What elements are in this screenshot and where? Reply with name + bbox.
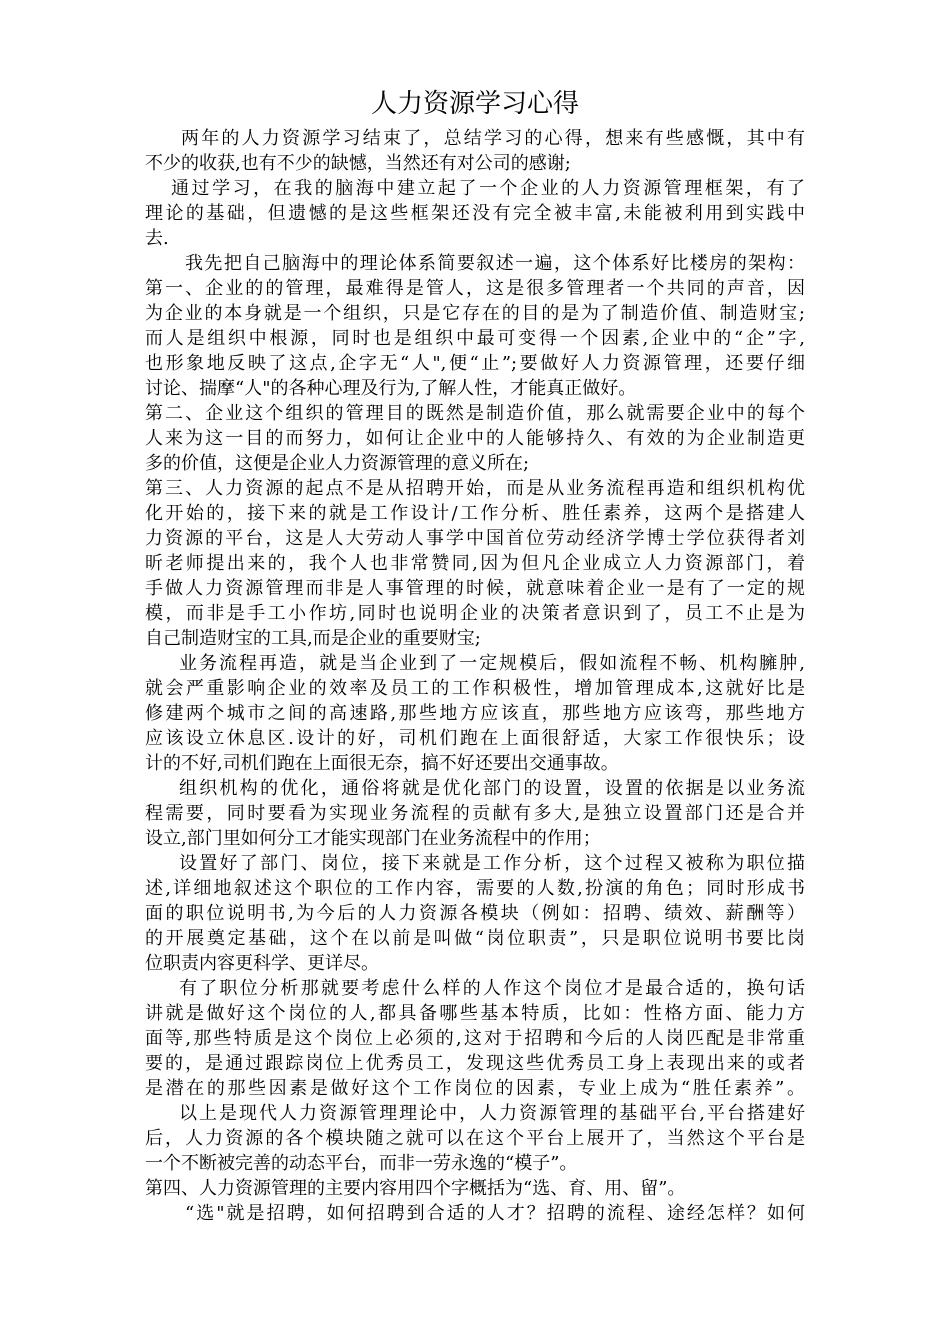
- text-line: 力资源的平台，这是人大劳动人事学中国首位劳动经济学博士学位获得者刘: [145, 528, 805, 549]
- text-line: 就会严重影响企业的效率及员工的工作积极性，增加管理成本,这就好比是: [145, 678, 805, 699]
- text-line: 多的价值，这便是企业人力资源管理的意义所在;: [145, 453, 530, 474]
- text-line: 第二、企业这个组织的管理目的既然是制造价值，那么就需要企业中的每个: [145, 403, 805, 424]
- page-title: 人力资源学习心得: [370, 89, 579, 119]
- text-line: 面等,那些特质是这个岗位上必须的,这对于招聘和今后的人岗匹配是非常重: [145, 1028, 805, 1049]
- text-line: 一个不断被完善的动态平台，而非一劳永逸的“模子”。: [145, 1153, 578, 1174]
- text-line: 也形象地反映了这点,企字无“人",便“止”;要做好人力资源管理，还要仔细: [145, 353, 805, 374]
- text-line: 手做人力资源管理而非是人事管理的时候，就意味着企业一是有了一定的规: [145, 578, 805, 599]
- text-line: 的开展奠定基础，这个在以前是叫做“岗位职责”，只是职位说明书要比岗: [145, 928, 805, 949]
- text-line: 人来为这一目的而努力，如何让企业中的人能够持久、有效的为企业制造更: [145, 428, 805, 449]
- text-line: 修建两个城市之间的高速路,那些地方应该直，那些地方应该弯，那些地方: [145, 703, 805, 724]
- text-line: 设立,部门里如何分工才能实现部门在业务流程中的作用；: [145, 828, 601, 849]
- text-line: 要的，是通过跟踪岗位上优秀员工，发现这些优秀员工身上表现出来的或者: [145, 1053, 805, 1074]
- text-line: 业务流程再造，就是当企业到了一定规模后，假如流程不畅、机构臃肿,: [179, 653, 805, 674]
- text-line: 第一、企业的的管理，最难得是管人，这是很多管理者一个共同的声音，因: [145, 278, 805, 299]
- text-line: 后，人力资源的各个模块随之就可以在这个平台上展开了，当然这个平台是: [145, 1128, 805, 1149]
- text-line: 而人是组织中根源，同时也是组织中最可变得一个因素,企业中的“企”字,: [145, 328, 805, 349]
- text-line: 计的不好,司机们跑在上面很无奈，搞不好还要出交通事故。: [145, 753, 619, 774]
- text-line: 两年的人力资源学习结束了，总结学习的心得，想来有些感慨，其中有: [181, 128, 805, 149]
- text-line: 位职责内容更科学、更详尽。: [145, 953, 379, 974]
- text-line: 理论的基础，但遗憾的是这些框架还没有完全被丰富,未能被利用到实践中: [145, 203, 805, 224]
- text-line: 自己制造财宝的工具,而是企业的重要财宝;: [145, 628, 481, 649]
- text-line: 通过学习，在我的脑海中建立起了一个企业的人力资源管理框架，有了: [171, 178, 805, 199]
- text-line: 应该设立休息区.设计的好，司机们跑在上面很舒适，大家工作很快乐；设: [145, 728, 805, 749]
- text-line: 是潜在的那些因素是做好这个工作岗位的因素，专业上成为“胜任素养”。: [145, 1078, 805, 1099]
- text-line: 昕老师提出来的，我个人也非常赞同,因为但凡企业成立人力资源部门，着: [145, 553, 805, 574]
- text-line: 述,详细地叙述这个职位的工作内容，需要的人数,扮演的角色；同时形成书: [145, 878, 805, 899]
- text-line: 为企业的本身就是一个组织，只是它存在的目的是为了制造价值、制造财宝;: [145, 303, 805, 324]
- text-line: 去.: [145, 228, 169, 249]
- text-line: “选"就是招聘，如何招聘到合适的人才？招聘的流程、途经怎样？如何: [185, 1203, 805, 1224]
- text-line: 第四、人力资源管理的主要内容用四个字概括为“选、育、用、留”。: [145, 1178, 686, 1199]
- text-line: 程需要，同时要看为实现业务流程的贡献有多大,是独立设置部门还是合并: [145, 803, 805, 824]
- text-line: 模，而非是手工小作坊,同时也说明企业的决策者意识到了，员工不止是为: [145, 603, 805, 624]
- text-line: 面的职位说明书,为今后的人力资源各模块（例如：招聘、绩效、薪酬等）: [145, 903, 805, 924]
- text-line: 有了职位分析那就要考虑什么样的人作这个岗位才是最合适的，换句话: [179, 978, 805, 999]
- document-body: [145, 126, 805, 1226]
- text-line: 组织机构的优化，通俗将就是优化部门的设置，设置的依据是以业务流: [179, 778, 805, 799]
- text-line: 化开始的，接下来的就是工作设计/工作分析、胜任素养，这两个是搭建人: [145, 503, 805, 524]
- text-line: 以上是现代人力资源管理理论中，人力资源管理的基础平台,平台搭建好: [179, 1103, 805, 1124]
- text-line: 不少的收获,也有不少的缺憾，当然还有对公司的感谢;: [145, 153, 571, 174]
- text-line: 讨论、揣摩“人"的各种心理及行为,了解人性，才能真正做好。: [145, 378, 637, 399]
- text-line: 设置好了部门、岗位，接下来就是工作分析，这个过程又被称为职位描: [179, 853, 805, 874]
- text-line: 第三、人力资源的起点不是从招聘开始，而是从业务流程再造和组织机构优: [145, 478, 805, 499]
- text-line: 我先把自己脑海中的理论体系简要叙述一遍，这个体系好比楼房的架构：: [185, 253, 805, 274]
- text-line: 讲就是做好这个岗位的人,都具备哪些基本特质，比如：性格方面、能力方: [145, 1003, 805, 1024]
